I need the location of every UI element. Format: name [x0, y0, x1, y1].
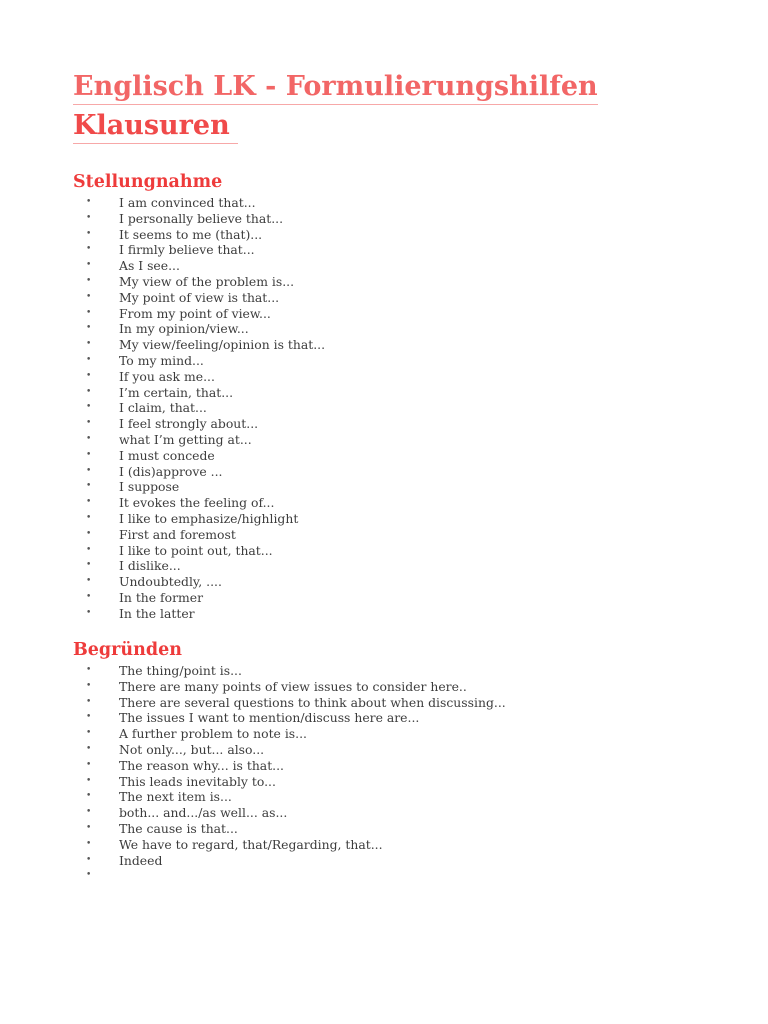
bullet-icon: •: [86, 402, 92, 413]
list-item-text: I firmly believe that...: [119, 242, 255, 258]
bullet-icon: •: [86, 197, 92, 207]
bullet-icon: •: [86, 807, 92, 818]
document-title: Englisch LK - Formulierungshilfen: [73, 70, 598, 105]
bullet-icon: •: [86, 576, 92, 587]
list-item-text: The issues I want to mention/discuss here are...: [119, 710, 420, 726]
bullet-icon: •: [86, 743, 92, 754]
bullet-icon: •: [86, 854, 92, 865]
list-item-text: The thing/point is...: [119, 663, 242, 678]
bullet-icon: •: [86, 560, 92, 571]
bullet-icon: •: [86, 481, 92, 492]
bullet-icon: •: [86, 260, 92, 271]
list-item-text: There are many points of view issues to consider here..: [119, 678, 467, 694]
bullet-icon: •: [86, 307, 92, 318]
bullet-icon: •: [86, 512, 92, 523]
bullet-icon: •: [86, 607, 92, 618]
list-item-text: A further problem to note is...: [119, 726, 307, 742]
list-item-text: I like to point out, that...: [119, 542, 273, 558]
list-item-text: The reason why... is that...: [119, 757, 284, 773]
list-item-text: what I’m getting at...: [119, 431, 252, 447]
bullet-icon: •: [86, 544, 92, 555]
list-item-text: The next item is...: [119, 789, 232, 805]
bullet-icon: •: [86, 665, 92, 675]
list-item-text: First and foremost: [119, 526, 236, 542]
list-item-text: Undoubtedly, ....: [119, 574, 222, 590]
list-item-text: The cause is that...: [119, 820, 238, 836]
bullet-icon: •: [86, 838, 92, 849]
bullet-icon: •: [86, 728, 92, 739]
bullet-icon: •: [86, 465, 92, 476]
document-subtitle: Klausuren: [73, 109, 238, 144]
bullet-icon: •: [86, 354, 92, 365]
list-item-text: As I see...: [119, 258, 180, 274]
bullet-icon: •: [86, 870, 92, 881]
list-item-text: To my mind...: [119, 352, 204, 368]
bullet-icon: •: [86, 791, 92, 802]
bullet-icon: •: [86, 433, 92, 444]
bullet-icon: •: [86, 680, 92, 691]
bullet-icon: •: [86, 591, 92, 602]
bullet-icon: •: [86, 775, 92, 786]
list-item-text: From my point of view...: [119, 305, 271, 321]
bullet-icon: •: [86, 291, 92, 302]
bullet-icon: •: [86, 323, 92, 334]
bullet-icon: •: [86, 759, 92, 770]
list-item-text: It seems to me (that)...: [119, 226, 263, 242]
bullet-icon: •: [86, 449, 92, 460]
section-heading-stellungnahme: Stellungnahme: [73, 172, 223, 192]
list-item-text: In the latter: [119, 605, 195, 621]
list-item-text: Indeed: [119, 852, 163, 868]
list-item-text: This leads inevitably to...: [119, 773, 276, 789]
bullet-icon: •: [86, 712, 92, 723]
bullet-icon: •: [86, 275, 92, 286]
section-heading-begruenden: Begründen: [73, 640, 182, 660]
list-item-text: I suppose: [119, 479, 180, 495]
list-item-text: both... and.../as well... as...: [119, 805, 288, 821]
list-item-text: We have to regard, that/Regarding, that...: [119, 836, 383, 852]
list-item-text: Not only..., but... also...: [119, 741, 265, 757]
bullet-icon: •: [86, 497, 92, 508]
bullet-icon: •: [86, 370, 92, 381]
list-item-text: In my opinion/view...: [119, 321, 249, 337]
bullet-icon: •: [86, 822, 92, 833]
list-item-text: I am convinced that...: [119, 195, 256, 210]
bullet-icon: •: [86, 528, 92, 539]
bullet-icon: •: [86, 696, 92, 707]
list-item-text: I dislike...: [119, 558, 181, 574]
list-item-text: My view of the problem is...: [119, 273, 295, 289]
list-item-text: I (dis)approve ...: [119, 463, 223, 479]
list-item-text: I’m certain, that...: [119, 384, 234, 400]
bullet-icon: •: [86, 386, 92, 397]
list-item-text: My point of view is that...: [119, 289, 280, 305]
list-item-text: There are several questions to think about when discussing...: [119, 694, 506, 710]
list-item-text: I claim, that...: [119, 400, 207, 416]
list-item-text: In the former: [119, 589, 204, 605]
bullet-icon: •: [86, 244, 92, 255]
list-item-text: I personally believe that...: [119, 210, 284, 226]
list-item-text: I must concede: [119, 447, 215, 463]
list-item-text: I feel strongly about...: [119, 416, 259, 432]
bullet-icon: •: [86, 212, 92, 223]
bullet-icon: •: [86, 418, 92, 429]
list-item-text: My view/feeling/opinion is that...: [119, 337, 326, 353]
bullet-icon: •: [86, 228, 92, 239]
list-item-text: If you ask me...: [119, 368, 215, 384]
list-item-text: It evokes the feeling of...: [119, 495, 275, 511]
bullet-icon: •: [86, 339, 92, 350]
list-item-text: I like to emphasize/highlight: [119, 510, 299, 526]
